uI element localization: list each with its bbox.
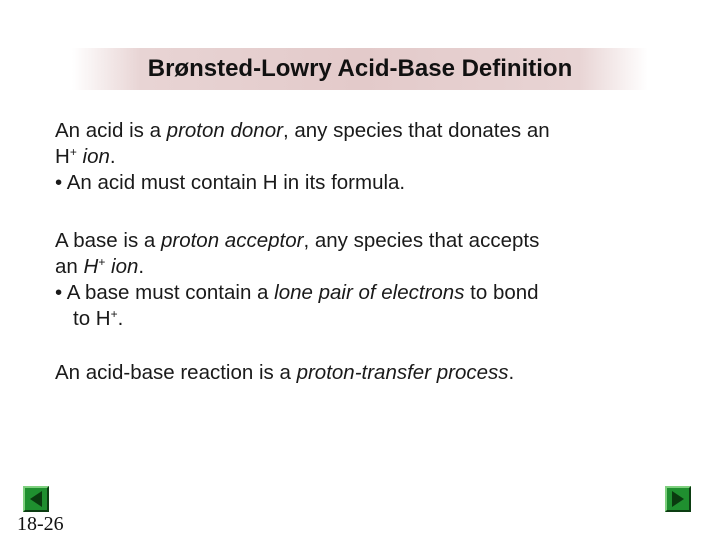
- acid-bullet: • An acid must contain H in its formula.: [55, 171, 406, 194]
- base-line-2: an H+ ion.: [55, 255, 145, 278]
- reaction-definition: An acid-base reaction is a proton-transfer process.: [55, 361, 515, 384]
- acid-line-2: H+ ion.: [55, 145, 116, 168]
- arrow-right-icon: [672, 491, 684, 507]
- slide-number: 18-26: [17, 513, 64, 535]
- slide-title: Brønsted-Lowry Acid-Base Definition: [147, 55, 573, 82]
- acid-line-1: An acid is a proton donor, any species that donates an: [55, 119, 550, 142]
- previous-slide-button[interactable]: [23, 486, 49, 512]
- base-bullet: • A base must contain a lone pair of electrons to bond: [55, 281, 539, 304]
- base-definition: [55, 228, 675, 332]
- acid-definition: [55, 118, 675, 196]
- arrow-left-icon: [30, 491, 42, 507]
- base-bullet-continuation: to H+.: [73, 307, 124, 330]
- proton-transfer-term: proton-transfer process: [296, 361, 509, 384]
- proton-donor-term: proton donor: [166, 119, 283, 142]
- proton-acceptor-term: proton acceptor: [160, 229, 304, 252]
- next-slide-button[interactable]: [665, 486, 691, 512]
- base-line-1: A base is a proton acceptor, any species that accepts: [55, 229, 540, 252]
- slide-body: [55, 118, 675, 386]
- title-bar: [72, 48, 648, 90]
- lone-pair-term: lone pair of electrons: [274, 281, 465, 304]
